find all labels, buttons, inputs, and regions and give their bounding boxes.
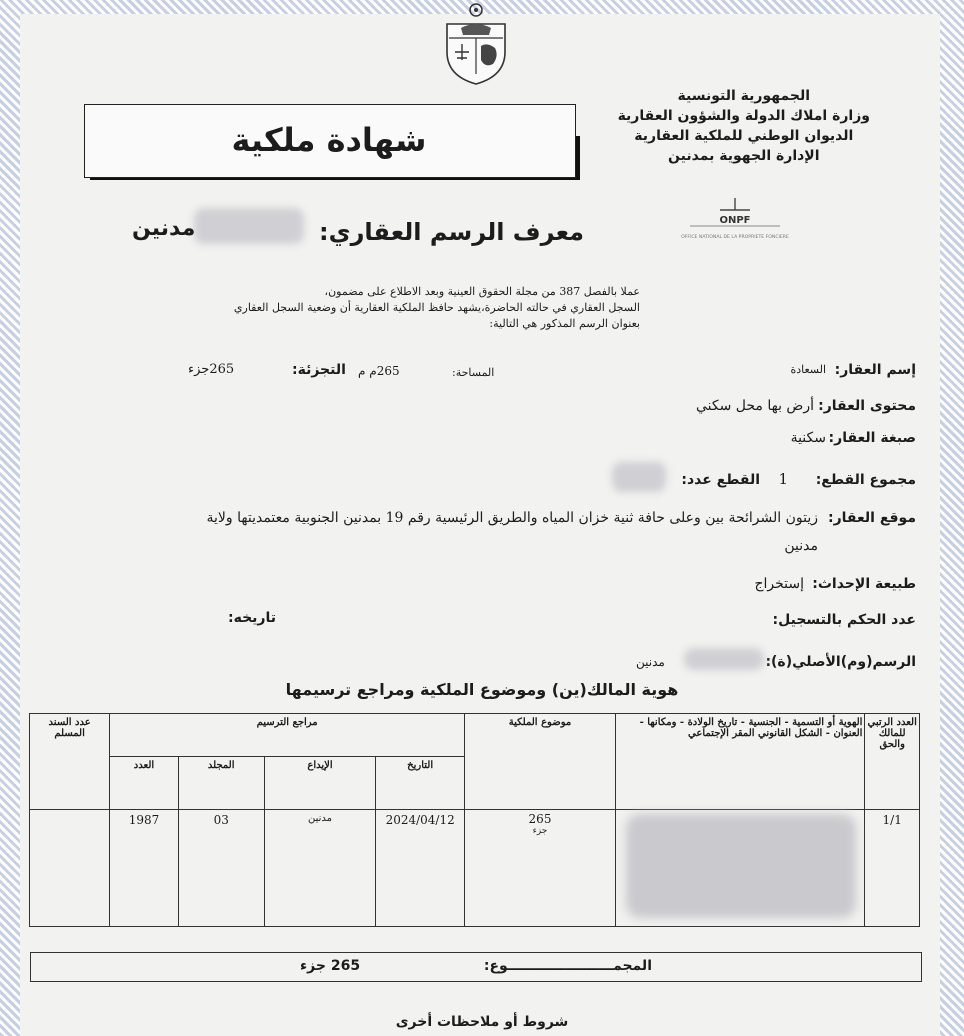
split-value: 265جزء (188, 362, 235, 377)
table-row (30, 810, 920, 927)
certificate-title: شهادة ملكية (231, 121, 427, 159)
header-volume: المجلد (178, 757, 264, 810)
creation-label: طبيعة الإحداث: (812, 576, 916, 592)
header-number: العدد (110, 757, 178, 810)
other-conditions-title: شروط أو ملاحظات أخرى (395, 1014, 569, 1030)
coat-of-arms-icon (443, 2, 509, 86)
original-title-label: الرسم(وم)الأصلي(ة): (765, 654, 916, 670)
type-value: سكنية (790, 430, 826, 446)
plot-number-label: القطع عدد: (681, 472, 760, 488)
cell-deposit: مدنين (264, 810, 376, 927)
svg-text:ONPF: ONPF (719, 215, 751, 226)
intro-line-2: السجل العقاري في حالته الحاضرة،يشهد حافظ الملكية العقارية أن وضعية السجل العقاري (233, 301, 640, 314)
header-identity: الهوية أو التسمية - الجنسية - تاريخ الولادة - ومكانها - العنوان - الشكل القانوني المقر الإجتماعي (615, 714, 864, 810)
original-title-city: مدنين (636, 655, 665, 669)
owners-section-title: هوية المالك(ين) وموضوع الملكية ومراجع ترسيمها (285, 680, 679, 699)
cell-subject (465, 810, 616, 927)
total-box (30, 952, 922, 982)
header-office: الديوان الوطني للملكية العقارية (634, 128, 854, 144)
intro-line-3: بعنوان الرسم المذكور هي التالية: (489, 317, 640, 330)
header-rank: العدد الرتبي للمالك والحق (865, 714, 920, 810)
header-country: الجمهورية التونسية (677, 88, 811, 104)
content-value: أرض بها محل سكني (695, 398, 814, 414)
header-date: التاريخ (376, 757, 465, 810)
cell-rank: 1/1 (865, 810, 920, 927)
split-label: التجزئة: (292, 362, 346, 378)
header-regional: الإدارة الجهوية بمدنين (668, 148, 820, 164)
owners-table (29, 713, 920, 927)
cell-issued (30, 810, 110, 927)
judgment-label: عدد الحكم بالتسجيل: (772, 612, 916, 628)
cell-date: 2024/04/12 (376, 810, 465, 927)
plots-value: 1 (778, 470, 788, 488)
cell-identity (615, 810, 864, 927)
type-label: صبغة العقار: (828, 430, 916, 446)
header-subject: موضوع الملكية (465, 714, 616, 810)
location-line-1: زيتون الشرائحة بين وعلى حافة ثنية خزان المياه والطريق الرئيسية رقم 19 بمدنين الجنوبية معتمديتها ولاية (206, 510, 818, 526)
redacted-plot-number (612, 462, 666, 492)
property-name-label: إسم العقار: (834, 362, 916, 378)
header-references: مراجع الترسيم (110, 714, 465, 757)
property-name-value: السعادة (790, 363, 826, 376)
total-label: المجمــــــــــــــــــــــوع: (483, 958, 652, 974)
header-ministry: وزارة املاك الدولة والشؤون العقارية (617, 108, 870, 124)
cell-volume: 03 (178, 810, 264, 927)
location-label: موقع العقار: (828, 510, 916, 526)
subject-unit: جزء (532, 826, 548, 836)
judgment-date-label: تاريخه: (228, 610, 277, 626)
intro-line-1: عملا بالفصل 387 من مجلة الحقوق العينية وبعد الاطلاع على مضمون، (324, 285, 640, 298)
subject-value: 265 (528, 812, 552, 826)
onpf-logo (650, 196, 820, 248)
redacted-original-number (684, 648, 764, 670)
cell-number: 1987 (110, 810, 178, 927)
location-line-2: مدنين (784, 538, 818, 554)
issuer-header (618, 86, 870, 166)
property-id-city: مدنين (132, 216, 196, 241)
area-value: 265م م (358, 364, 400, 378)
content-label: محتوى العقار: (818, 398, 916, 414)
creation-value: إستخراج (754, 576, 804, 592)
header-deposit: الإيداع (264, 757, 376, 810)
redacted-id (194, 208, 304, 244)
header-issued: عدد السند المسلم (30, 714, 110, 810)
property-id-label: معرف الرسم العقاري: (319, 218, 584, 246)
svg-text:OFFICE NATIONAL DE LA PROPRIET: OFFICE NATIONAL DE LA PROPRIETE FONCIERE (681, 235, 789, 240)
plots-label: مجموع القطع: (815, 472, 916, 488)
area-label: المساحة: (452, 366, 495, 379)
total-value: 265 جزء (300, 958, 361, 974)
table-header-row (30, 714, 920, 757)
redacted-identity (626, 814, 856, 918)
